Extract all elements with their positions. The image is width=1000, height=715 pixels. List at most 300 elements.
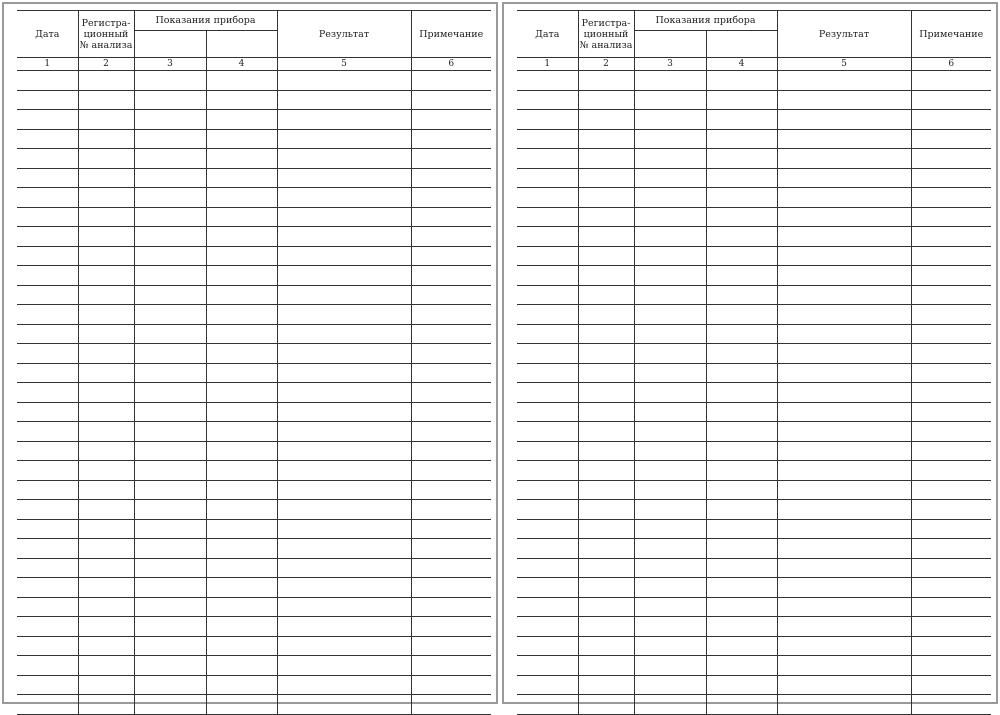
table-cell[interactable] [634,188,706,208]
table-cell[interactable] [911,441,991,461]
table-cell[interactable] [17,695,78,715]
table-cell[interactable] [206,383,277,403]
table-cell[interactable] [78,149,134,169]
table-cell[interactable] [206,558,277,578]
table-cell[interactable] [411,422,491,442]
table-cell[interactable] [277,285,411,305]
table-cell[interactable] [578,90,634,110]
table-cell[interactable] [634,519,706,539]
table-cell[interactable] [911,383,991,403]
table-cell[interactable] [277,636,411,656]
table-cell[interactable] [911,500,991,520]
table-cell[interactable] [206,71,277,91]
table-cell[interactable] [134,675,206,695]
table-cell[interactable] [206,246,277,266]
table-cell[interactable] [578,500,634,520]
table-cell[interactable] [911,266,991,286]
table-cell[interactable] [911,188,991,208]
table-cell[interactable] [411,110,491,130]
table-cell[interactable] [134,597,206,617]
table-cell[interactable] [578,597,634,617]
table-cell[interactable] [634,207,706,227]
table-cell[interactable] [134,383,206,403]
table-cell[interactable] [777,480,911,500]
table-cell[interactable] [411,305,491,325]
table-cell[interactable] [78,539,134,559]
table-cell[interactable] [517,188,578,208]
table-cell[interactable] [517,636,578,656]
table-cell[interactable] [206,500,277,520]
table-cell[interactable] [277,402,411,422]
table-cell[interactable] [206,597,277,617]
table-cell[interactable] [517,617,578,637]
table-cell[interactable] [634,110,706,130]
table-cell[interactable] [634,480,706,500]
table-cell[interactable] [578,402,634,422]
table-cell[interactable] [578,168,634,188]
table-cell[interactable] [517,422,578,442]
table-cell[interactable] [634,422,706,442]
table-cell[interactable] [777,441,911,461]
table-cell[interactable] [206,90,277,110]
table-cell[interactable] [634,539,706,559]
table-cell[interactable] [578,480,634,500]
table-cell[interactable] [17,597,78,617]
table-cell[interactable] [206,636,277,656]
table-cell[interactable] [17,558,78,578]
table-cell[interactable] [706,71,777,91]
table-cell[interactable] [911,129,991,149]
table-cell[interactable] [634,344,706,364]
table-cell[interactable] [277,227,411,247]
table-cell[interactable] [277,558,411,578]
table-cell[interactable] [578,71,634,91]
table-cell[interactable] [17,675,78,695]
table-cell[interactable] [17,168,78,188]
table-cell[interactable] [277,324,411,344]
table-cell[interactable] [777,168,911,188]
table-cell[interactable] [911,90,991,110]
table-cell[interactable] [277,71,411,91]
table-cell[interactable] [777,558,911,578]
table-cell[interactable] [78,188,134,208]
table-cell[interactable] [206,695,277,715]
table-cell[interactable] [17,480,78,500]
table-cell[interactable] [17,441,78,461]
table-cell[interactable] [17,266,78,286]
table-cell[interactable] [634,129,706,149]
table-cell[interactable] [78,227,134,247]
table-cell[interactable] [777,461,911,481]
table-cell[interactable] [634,636,706,656]
table-cell[interactable] [134,636,206,656]
table-cell[interactable] [206,539,277,559]
table-cell[interactable] [78,324,134,344]
table-cell[interactable] [777,246,911,266]
table-cell[interactable] [777,539,911,559]
table-cell[interactable] [78,636,134,656]
table-cell[interactable] [911,675,991,695]
table-cell[interactable] [78,71,134,91]
table-cell[interactable] [411,246,491,266]
table-cell[interactable] [911,422,991,442]
table-cell[interactable] [911,149,991,169]
table-cell[interactable] [517,656,578,676]
table-cell[interactable] [411,675,491,695]
table-cell[interactable] [911,363,991,383]
table-cell[interactable] [134,558,206,578]
table-cell[interactable] [634,266,706,286]
table-cell[interactable] [134,344,206,364]
table-cell[interactable] [911,617,991,637]
table-cell[interactable] [634,461,706,481]
table-cell[interactable] [17,422,78,442]
table-cell[interactable] [911,519,991,539]
table-cell[interactable] [578,285,634,305]
table-cell[interactable] [134,441,206,461]
table-cell[interactable] [17,90,78,110]
table-cell[interactable] [411,344,491,364]
table-cell[interactable] [411,71,491,91]
table-cell[interactable] [134,188,206,208]
table-cell[interactable] [911,539,991,559]
table-cell[interactable] [578,149,634,169]
table-cell[interactable] [277,383,411,403]
table-cell[interactable] [78,578,134,598]
table-cell[interactable] [206,441,277,461]
table-cell[interactable] [517,363,578,383]
table-cell[interactable] [634,695,706,715]
table-cell[interactable] [777,344,911,364]
table-cell[interactable] [578,383,634,403]
table-cell[interactable] [411,617,491,637]
table-cell[interactable] [578,422,634,442]
table-cell[interactable] [634,578,706,598]
table-cell[interactable] [517,519,578,539]
table-cell[interactable] [206,656,277,676]
table-cell[interactable] [777,597,911,617]
table-cell[interactable] [17,539,78,559]
table-cell[interactable] [777,617,911,637]
table-cell[interactable] [777,305,911,325]
table-cell[interactable] [578,539,634,559]
table-cell[interactable] [411,129,491,149]
table-cell[interactable] [706,480,777,500]
table-cell[interactable] [777,402,911,422]
table-cell[interactable] [777,675,911,695]
table-cell[interactable] [134,500,206,520]
table-cell[interactable] [578,188,634,208]
table-cell[interactable] [206,285,277,305]
table-cell[interactable] [78,675,134,695]
table-cell[interactable] [517,266,578,286]
table-cell[interactable] [277,461,411,481]
table-cell[interactable] [134,246,206,266]
table-cell[interactable] [277,110,411,130]
table-cell[interactable] [134,266,206,286]
table-cell[interactable] [17,578,78,598]
table-cell[interactable] [634,305,706,325]
table-cell[interactable] [777,227,911,247]
table-cell[interactable] [206,324,277,344]
table-cell[interactable] [578,461,634,481]
table-cell[interactable] [277,617,411,637]
table-cell[interactable] [411,149,491,169]
table-cell[interactable] [634,675,706,695]
table-cell[interactable] [78,305,134,325]
table-cell[interactable] [517,539,578,559]
table-cell[interactable] [706,519,777,539]
table-cell[interactable] [517,149,578,169]
table-cell[interactable] [517,285,578,305]
table-cell[interactable] [706,188,777,208]
table-cell[interactable] [277,188,411,208]
table-cell[interactable] [706,675,777,695]
table-cell[interactable] [411,90,491,110]
table-cell[interactable] [78,695,134,715]
table-cell[interactable] [706,90,777,110]
table-cell[interactable] [777,363,911,383]
table-cell[interactable] [911,305,991,325]
table-cell[interactable] [411,188,491,208]
table-cell[interactable] [411,441,491,461]
table-cell[interactable] [706,285,777,305]
table-cell[interactable] [578,305,634,325]
table-cell[interactable] [206,519,277,539]
table-cell[interactable] [411,578,491,598]
table-cell[interactable] [706,636,777,656]
table-cell[interactable] [134,617,206,637]
table-cell[interactable] [911,246,991,266]
table-cell[interactable] [134,227,206,247]
table-cell[interactable] [78,129,134,149]
table-cell[interactable] [17,461,78,481]
table-cell[interactable] [911,597,991,617]
table-cell[interactable] [706,500,777,520]
table-cell[interactable] [206,402,277,422]
table-cell[interactable] [578,207,634,227]
table-cell[interactable] [411,363,491,383]
table-cell[interactable] [634,402,706,422]
table-cell[interactable] [517,461,578,481]
table-cell[interactable] [517,578,578,598]
table-cell[interactable] [277,344,411,364]
table-cell[interactable] [78,246,134,266]
table-cell[interactable] [277,207,411,227]
table-cell[interactable] [17,636,78,656]
table-cell[interactable] [777,129,911,149]
table-cell[interactable] [17,500,78,520]
table-cell[interactable] [134,285,206,305]
table-cell[interactable] [411,324,491,344]
table-cell[interactable] [634,90,706,110]
table-cell[interactable] [911,110,991,130]
table-cell[interactable] [706,266,777,286]
table-cell[interactable] [277,656,411,676]
table-cell[interactable] [134,110,206,130]
table-cell[interactable] [411,656,491,676]
table-cell[interactable] [517,110,578,130]
table-cell[interactable] [634,441,706,461]
table-cell[interactable] [706,617,777,637]
table-cell[interactable] [134,149,206,169]
table-cell[interactable] [634,656,706,676]
table-cell[interactable] [517,695,578,715]
table-cell[interactable] [134,519,206,539]
table-cell[interactable] [17,129,78,149]
table-cell[interactable] [578,675,634,695]
table-cell[interactable] [578,129,634,149]
table-cell[interactable] [411,227,491,247]
table-cell[interactable] [17,110,78,130]
table-cell[interactable] [578,695,634,715]
table-cell[interactable] [777,519,911,539]
table-cell[interactable] [706,383,777,403]
table-cell[interactable] [411,695,491,715]
table-cell[interactable] [634,363,706,383]
table-cell[interactable] [911,578,991,598]
table-cell[interactable] [78,519,134,539]
table-cell[interactable] [634,558,706,578]
table-cell[interactable] [578,519,634,539]
table-cell[interactable] [634,500,706,520]
table-cell[interactable] [706,227,777,247]
table-cell[interactable] [706,656,777,676]
table-cell[interactable] [777,656,911,676]
table-cell[interactable] [517,344,578,364]
table-cell[interactable] [277,129,411,149]
table-cell[interactable] [517,129,578,149]
table-cell[interactable] [411,168,491,188]
table-cell[interactable] [411,519,491,539]
table-cell[interactable] [911,207,991,227]
table-cell[interactable] [78,422,134,442]
table-cell[interactable] [706,695,777,715]
table-cell[interactable] [206,344,277,364]
table-cell[interactable] [206,578,277,598]
table-cell[interactable] [134,461,206,481]
table-cell[interactable] [134,129,206,149]
table-cell[interactable] [777,383,911,403]
table-cell[interactable] [78,168,134,188]
table-cell[interactable] [411,500,491,520]
table-cell[interactable] [17,207,78,227]
table-cell[interactable] [17,519,78,539]
table-cell[interactable] [777,71,911,91]
table-cell[interactable] [277,441,411,461]
table-cell[interactable] [578,363,634,383]
table-cell[interactable] [17,71,78,91]
table-cell[interactable] [517,207,578,227]
table-cell[interactable] [517,500,578,520]
table-cell[interactable] [206,480,277,500]
table-cell[interactable] [706,578,777,598]
table-cell[interactable] [911,480,991,500]
table-cell[interactable] [777,422,911,442]
table-cell[interactable] [206,188,277,208]
table-cell[interactable] [277,422,411,442]
table-cell[interactable] [411,480,491,500]
table-cell[interactable] [634,285,706,305]
table-cell[interactable] [706,324,777,344]
table-cell[interactable] [134,168,206,188]
table-cell[interactable] [411,266,491,286]
table-cell[interactable] [78,402,134,422]
table-cell[interactable] [277,519,411,539]
table-cell[interactable] [78,285,134,305]
table-cell[interactable] [17,617,78,637]
table-cell[interactable] [517,246,578,266]
table-cell[interactable] [911,656,991,676]
table-cell[interactable] [777,578,911,598]
table-cell[interactable] [277,500,411,520]
table-cell[interactable] [134,71,206,91]
table-cell[interactable] [634,383,706,403]
table-cell[interactable] [706,597,777,617]
table-cell[interactable] [206,675,277,695]
table-cell[interactable] [777,285,911,305]
table-cell[interactable] [517,227,578,247]
table-cell[interactable] [706,344,777,364]
table-cell[interactable] [578,617,634,637]
table-cell[interactable] [777,110,911,130]
table-cell[interactable] [411,461,491,481]
table-cell[interactable] [17,246,78,266]
table-cell[interactable] [911,402,991,422]
table-cell[interactable] [517,441,578,461]
table-cell[interactable] [277,149,411,169]
table-cell[interactable] [134,305,206,325]
table-cell[interactable] [578,324,634,344]
table-cell[interactable] [706,422,777,442]
table-cell[interactable] [777,500,911,520]
table-cell[interactable] [911,71,991,91]
table-cell[interactable] [206,305,277,325]
table-cell[interactable] [411,539,491,559]
table-cell[interactable] [134,90,206,110]
table-cell[interactable] [17,227,78,247]
table-cell[interactable] [706,246,777,266]
table-cell[interactable] [78,207,134,227]
table-cell[interactable] [578,344,634,364]
table-cell[interactable] [578,636,634,656]
table-cell[interactable] [78,656,134,676]
table-cell[interactable] [206,266,277,286]
table-cell[interactable] [206,461,277,481]
table-cell[interactable] [134,324,206,344]
table-cell[interactable] [411,558,491,578]
table-cell[interactable] [277,90,411,110]
table-cell[interactable] [634,324,706,344]
table-cell[interactable] [706,110,777,130]
table-cell[interactable] [517,305,578,325]
table-cell[interactable] [777,188,911,208]
table-cell[interactable] [411,383,491,403]
table-cell[interactable] [634,71,706,91]
table-cell[interactable] [17,305,78,325]
table-cell[interactable] [206,363,277,383]
table-cell[interactable] [634,617,706,637]
table-cell[interactable] [277,480,411,500]
table-cell[interactable] [17,188,78,208]
table-cell[interactable] [777,207,911,227]
table-cell[interactable] [706,129,777,149]
table-cell[interactable] [134,402,206,422]
table-cell[interactable] [78,383,134,403]
table-cell[interactable] [206,207,277,227]
table-cell[interactable] [411,285,491,305]
table-cell[interactable] [134,480,206,500]
